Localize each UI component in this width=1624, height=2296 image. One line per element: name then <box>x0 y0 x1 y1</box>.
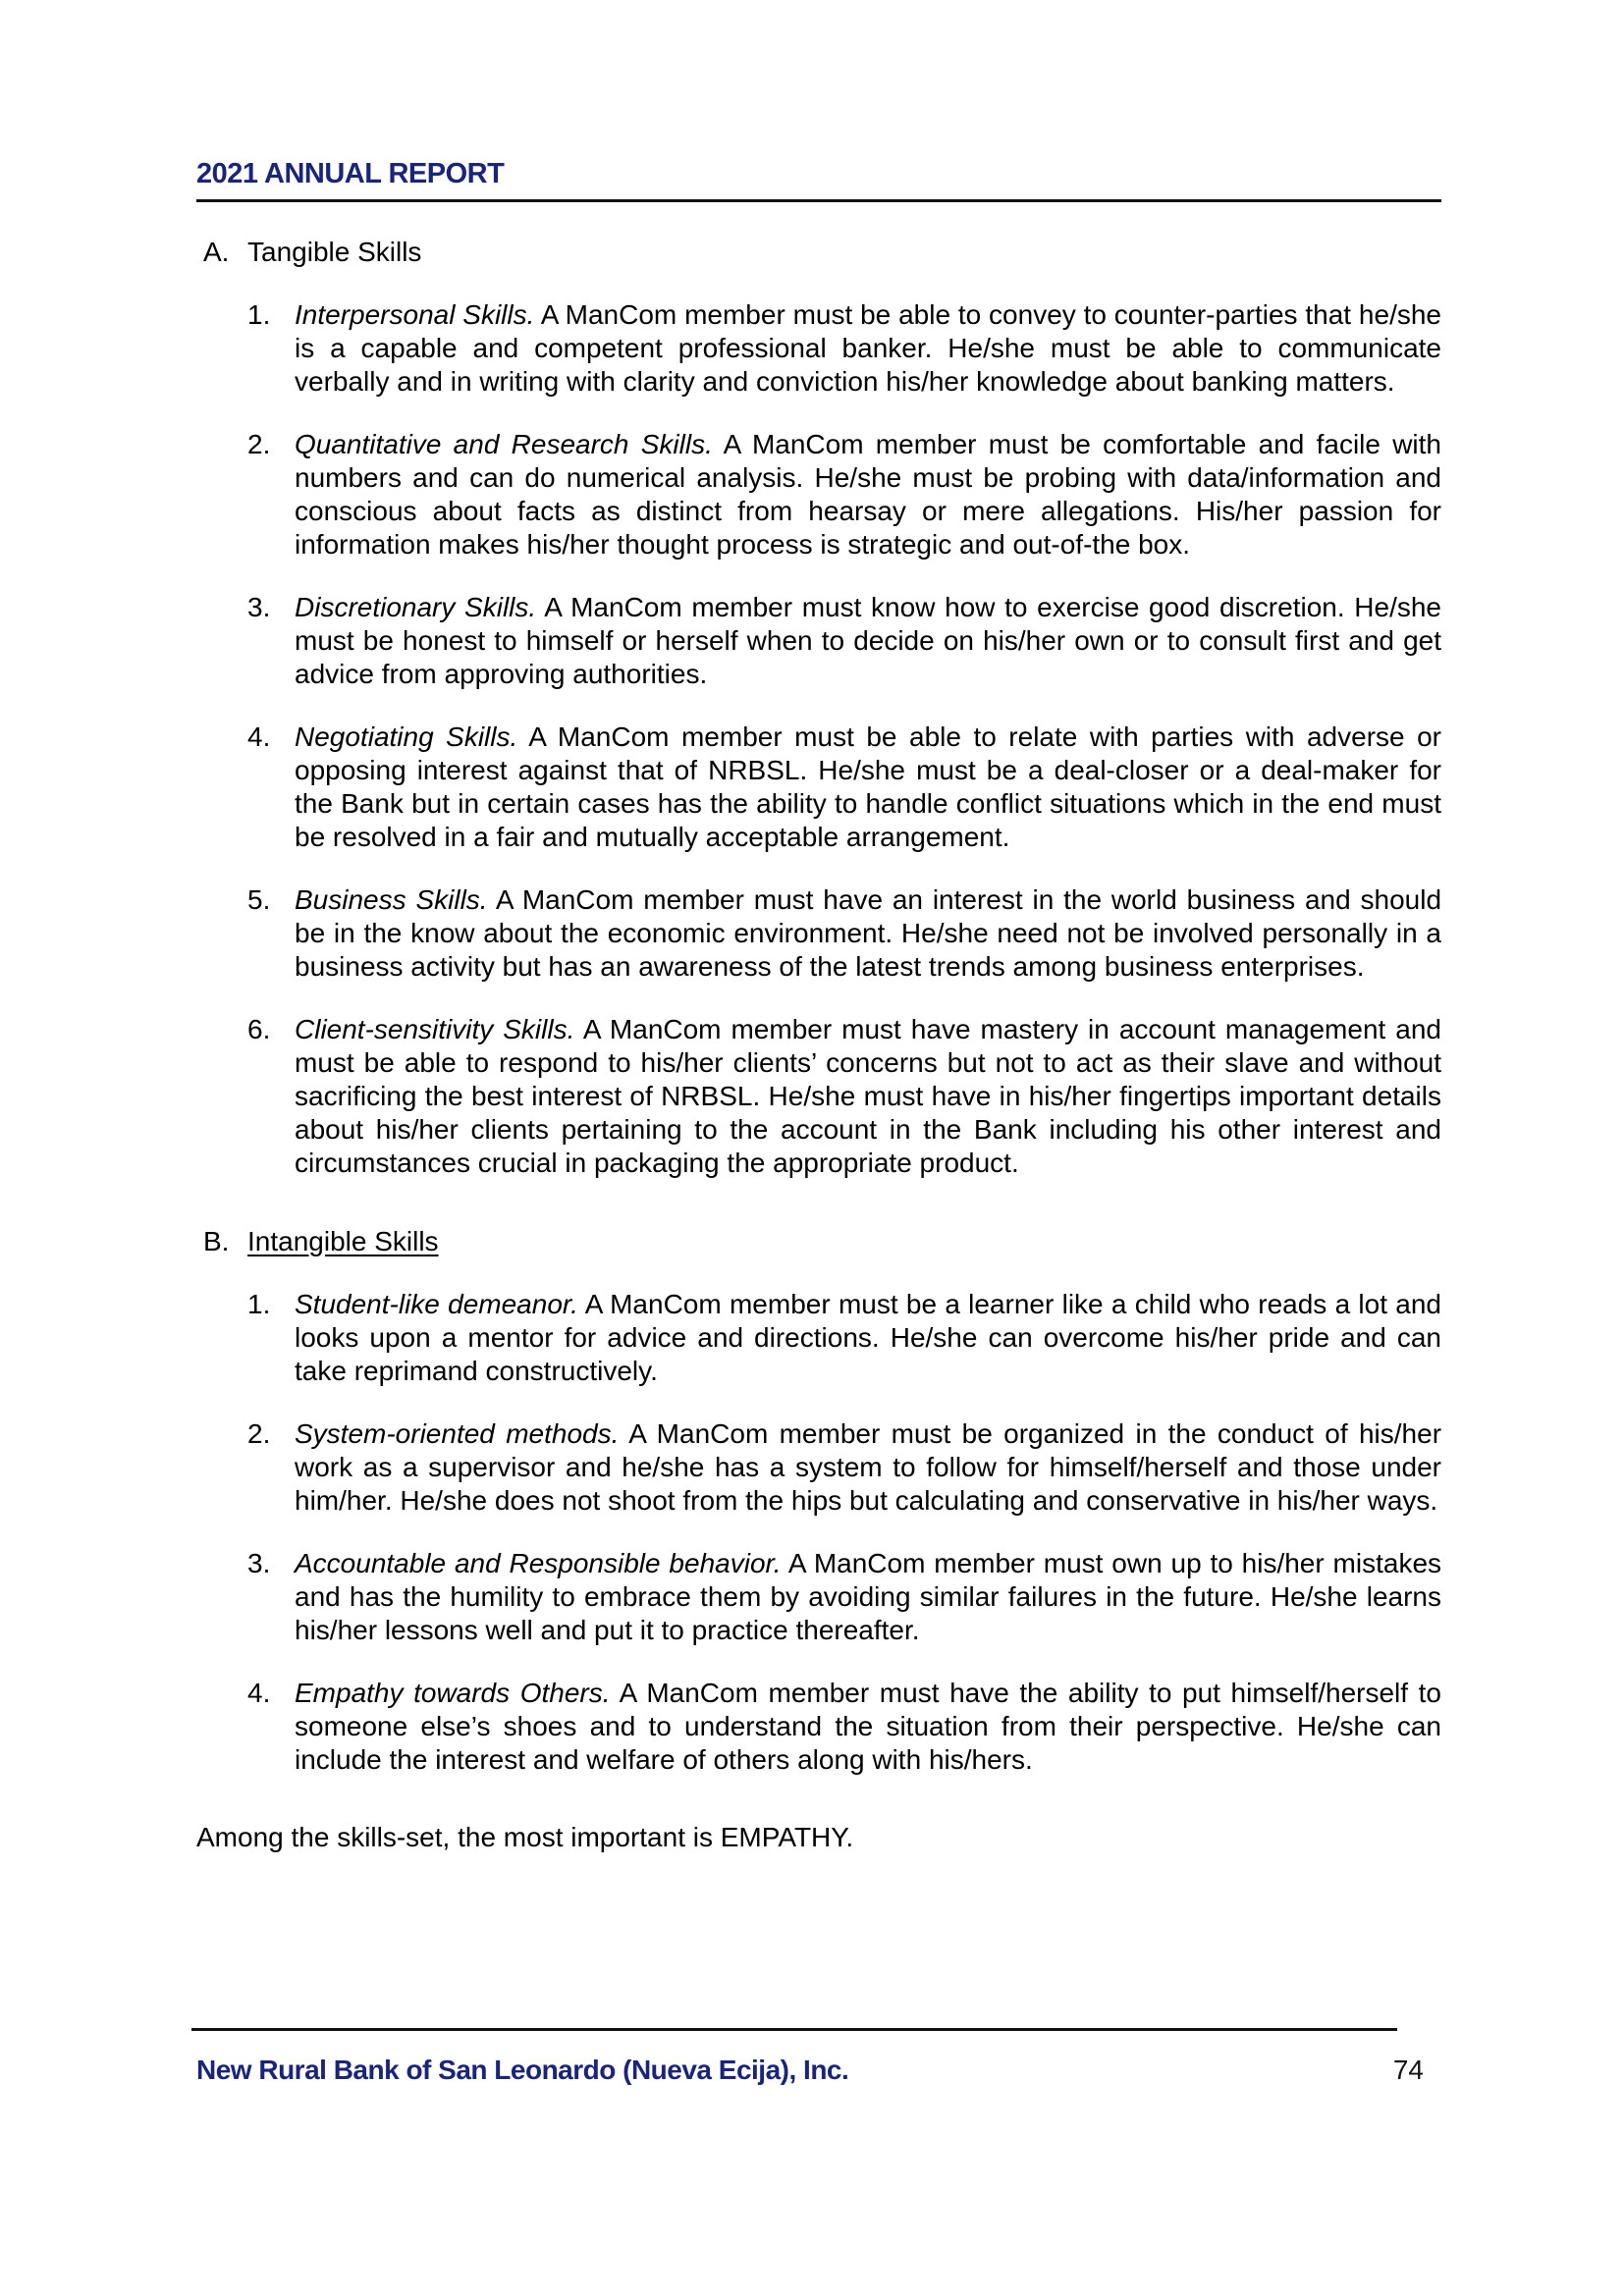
item-body: A ManCom member must have an interest in the world business and should be in the know about the economic environment. He/she need not be involved personally in a business activity but has an awareness of the latest trends among business enterprises. <box>295 884 1442 982</box>
item-text <box>295 721 1441 854</box>
item-number: 4. <box>247 1678 271 1708</box>
item-body: A ManCom member must have mastery in account management and must be able to respond to his/her clients’ concerns but not to act as their slave and without sacrificing the best interest of NRBSL. He/she must have in his/her fingertips important details about his/her clients pertaining to the account in the Bank including his other interest and circumstances crucial in packaging the appropriate product. <box>295 1014 1441 1178</box>
item-number: 3. <box>247 1548 271 1578</box>
footer-rule <box>191 2028 1397 2031</box>
item-text <box>295 1013 1441 1180</box>
section-b-heading <box>203 1225 1441 1258</box>
list-item <box>247 591 1441 691</box>
item-text <box>295 1288 1441 1388</box>
section-a-label: A. <box>203 237 230 267</box>
item-lead: Discretionary Skills. <box>295 592 537 622</box>
report-title: 2021 ANNUAL REPORT <box>196 158 505 189</box>
list-item <box>247 1417 1441 1518</box>
item-body: A ManCom member must be organized in the conduct of his/her work as a supervisor and he/she has a system to follow for himself/herself and those under him/her. He/she does not shoot from the hips but calculating and conservative in his/her ways. <box>295 1418 1442 1516</box>
item-number: 2. <box>247 429 271 459</box>
item-body: A ManCom member must be a learner like a child who reads a lot and looks upon a mentor for advice and directions. He/she can overcome his/her pride and can take reprimand constructively. <box>295 1289 1441 1386</box>
item-number: 5. <box>247 884 271 915</box>
list-item <box>247 1677 1441 1777</box>
item-text <box>295 1417 1441 1518</box>
item-body: A ManCom member must be able to convey to counter-parties that he/she is a capable and competent professional banker. He/she must be able to communicate verbally and in writing with clarity and conviction his/her knowledge about banking matters. <box>295 299 1441 397</box>
header-rule <box>196 199 1441 202</box>
item-number: 3. <box>247 592 271 622</box>
item-body: A ManCom member must be comfortable and facile with numbers and can do numerical analysis. He/she must be probing with data/information and conscious about facts as distinct from hearsay or mere allegations. His/her passion for information makes his/her thought process is strategic and out-of-the box. <box>295 429 1442 560</box>
closing-paragraph: Among the skills-set, the most important is EMPATHY. <box>196 1822 854 1852</box>
item-lead: Accountable and Responsible behavior. <box>295 1548 782 1578</box>
item-text <box>295 591 1441 691</box>
page-content <box>196 157 1441 1882</box>
list-item <box>247 1547 1441 1647</box>
list-item <box>247 883 1441 984</box>
item-number: 1. <box>247 299 271 330</box>
item-body: A ManCom member must be able to relate with parties with adverse or opposing interest against that of NRBSL. He/she must be a deal-closer or a deal-maker for the Bank but in certain cases has the ability to handle conflict situations which in the end must be resolved in a fair and mutually acceptable arrangement. <box>295 721 1442 852</box>
list-item <box>247 1013 1441 1180</box>
item-lead: Client-sensitivity Skills. <box>295 1014 575 1044</box>
item-text <box>295 428 1441 561</box>
item-lead: Student-like demeanor. <box>295 1289 578 1319</box>
item-lead: Business Skills. <box>295 884 488 915</box>
section-b-label: B. <box>203 1226 230 1256</box>
section-a-title: Tangible Skills <box>247 237 422 267</box>
item-number: 4. <box>247 721 271 752</box>
item-lead: Interpersonal Skills. <box>295 299 535 330</box>
item-lead: Negotiating Skills. <box>295 721 518 752</box>
list-item <box>247 721 1441 854</box>
item-number: 2. <box>247 1418 271 1449</box>
page-footer <box>196 2054 1424 2087</box>
section-a-heading <box>203 236 1441 269</box>
item-number: 1. <box>247 1289 271 1319</box>
item-lead: System-oriented methods. <box>295 1418 620 1449</box>
section-b-items <box>196 1288 1441 1777</box>
item-text <box>295 298 1441 399</box>
list-item <box>247 1288 1441 1388</box>
footer-page-number: 74 <box>1392 2055 1424 2085</box>
item-body: A ManCom member must have the ability to put himself/herself to someone else’s shoes and to understand the situation from their perspective. He/she can include the interest and welfare of others along with his/hers. <box>295 1678 1442 1775</box>
item-body: A ManCom member must own up to his/her mistakes and has the humility to embrace them by avoiding similar failures in the future. He/she learns his/her lessons well and put it to practice thereafter. <box>295 1548 1442 1645</box>
item-text <box>295 883 1441 984</box>
item-text <box>295 1677 1441 1777</box>
list-item <box>247 428 1441 561</box>
section-b-title: Intangible Skills <box>247 1226 439 1256</box>
item-body: A ManCom member must know how to exercise good discretion. He/she must be honest to himself or herself when to decide on his/her own or to consult first and get advice from approving authorities. <box>295 592 1442 689</box>
section-a-items <box>196 298 1441 1180</box>
item-text <box>295 1547 1441 1647</box>
list-item <box>247 298 1441 399</box>
item-lead: Empathy towards Others. <box>295 1678 611 1708</box>
item-lead: Quantitative and Research Skills. <box>295 429 713 459</box>
footer-bank-name: New Rural Bank of San Leonardo (Nueva Ecija), Inc. <box>196 2055 849 2085</box>
item-number: 6. <box>247 1014 271 1044</box>
